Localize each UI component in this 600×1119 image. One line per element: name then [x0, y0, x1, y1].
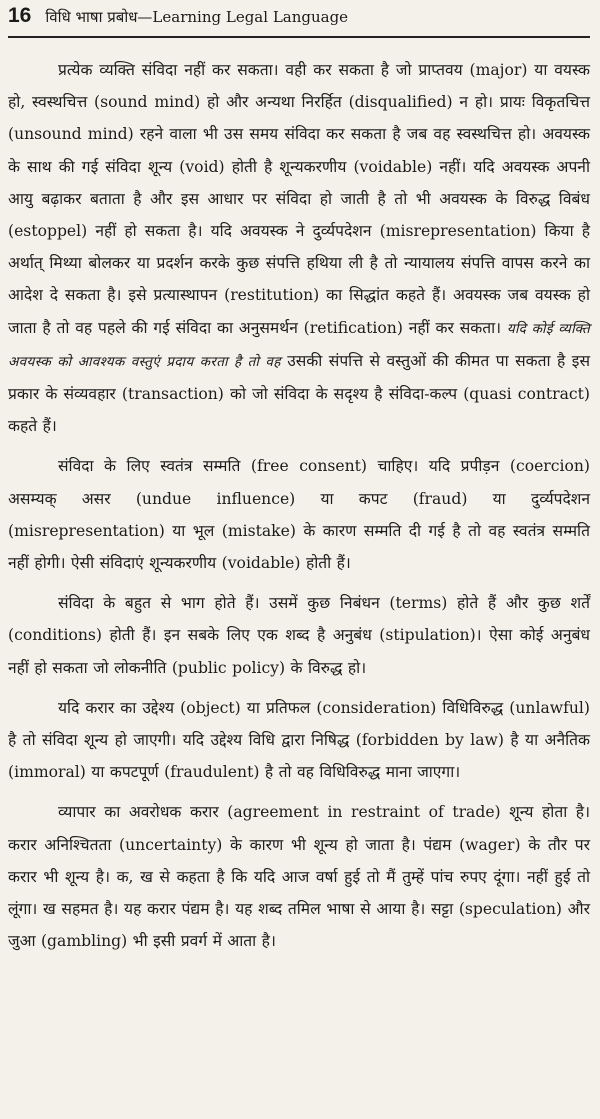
paragraph-capacity [8, 54, 590, 442]
paragraph-italic-line: यदि कोई व्यक्ति अवयस्क को आवश्यक वस्तुएं प्रदाय करता है तो वह [8, 320, 590, 370]
page-number: 16 [8, 4, 32, 27]
paragraph-wager [8, 796, 590, 957]
paragraph-text: संविदा के बहुत से भाग होते हैं। उसमें कुछ निबंधन (terms) होते हैं और कुछ शर्तें (conditions) होती हैं। इन सबके लिए एक शब्द है अनुबंध (stipulation)। ऐसा कोई अनुबंध नहीं हो सकता जो लोकनीति (public policy) के विरुद्ध हो। [8, 594, 590, 677]
paragraph-text: संविदा के लिए स्वतंत्र सम्मति (free consent) चाहिए। यदि प्रपीड़न (coercion) असम्यक् असर (undue influence) या कपट (fraud) या दुर्व्यपदेशन (misrepresentation) या भूल (mistake) के कारण सम्मति दी गई है तो वह स्वतंत्र सम्मति नहीं होगी। ऐसी संविदाएं शून्यकरणीय (voidable) होती हैं। [8, 457, 590, 573]
paragraph-text: यदि करार का उद्देश्य (object) या प्रतिफल (consideration) विधिविरुद्ध (unlawful) है तो संविदा शून्य हो जाएगी। यदि उद्देश्य विधि द्वारा निषिद्ध (forbidden by law) है या अनैतिक (immoral) या कपटपूर्ण (fraudulent) है तो वह विधिविरुद्ध माना जाएगा। [8, 698, 590, 782]
paragraph-text: व्यापार का अवरोधक करार (agreement in restraint of trade) शून्य होता है। करार अनिश्चितता (uncertainty) के कारण भी शून्य हो जाता है। पंद्यम (wager) के तौर पर करार भी शून्य है। क, ख से कहता है कि यदि आज वर्षा हुई तो मैं तुम्हें पांच रुपए दूंगा। नहीं हुई तो लूंगा। ख सहमत है। यह करार पंद्यम है। यह शब्द तमिल भाषा से आया है। सट्टा (speculation) और जुआ (gambling) भी इसी प्रवर्ग में आता है। [8, 803, 590, 951]
paragraph-text: उसकी संपत्ति से वस्तुओं की कीमत पा सकता है इस प्रकार के संव्यवहार (transaction) को जो संविदा के सदृश्य है संविदा-कल्प (quasi contract) कहते हैं। [8, 351, 590, 436]
body-text [8, 54, 590, 957]
paragraph-free-consent [8, 450, 590, 579]
page-header [8, 0, 590, 38]
paragraph-text: प्रत्येक व्यक्ति संविदा नहीं कर सकता। वही कर सकता है जो प्राप्तवय (major) या वयस्क हो, स्वस्थचित्त (sound mind) हो और अन्यथा निरर्हित (disqualified) न हो। प्रायः विकृतचित्त (unsound mind) रहने वाला भी उस समय संविदा कर सकता है जब वह स्वस्थचित्त हो। अवयस्क के साथ की गई संविदा शून्य (void) होती है शून्यकरणीय (voidable) नहीं। यदि अवयस्क अपनी आयु बढ़ाकर बताता है और इस आधार पर संविदा हो जाती है तो भी अवयस्क के विरुद्ध विबंध (estoppel) नहीं हो सकता है। यदि अवयस्क ने दुर्व्यपदेशन (misrepresentation) किया है अर्थात् मिथ्या बोलकर या प्रदर्शन करके कुछ संपत्ति हथिया ली है तो न्यायालय संपत्ति वापस करने का आदेश दे सकता है। इसे प्रत्यास्थापन (restitution) का सिद्धांत कहते हैं। अवयस्क जब वयस्क हो जाता है तो वह पहले की गई संविदा का अनुसमर्थन (retification) नहीं कर सकता। [8, 61, 590, 337]
paragraph-unlawful-object [8, 692, 590, 789]
running-title: विधि भाषा प्रबोध—Learning Legal Language [45, 8, 349, 26]
paragraph-stipulation [8, 587, 590, 684]
